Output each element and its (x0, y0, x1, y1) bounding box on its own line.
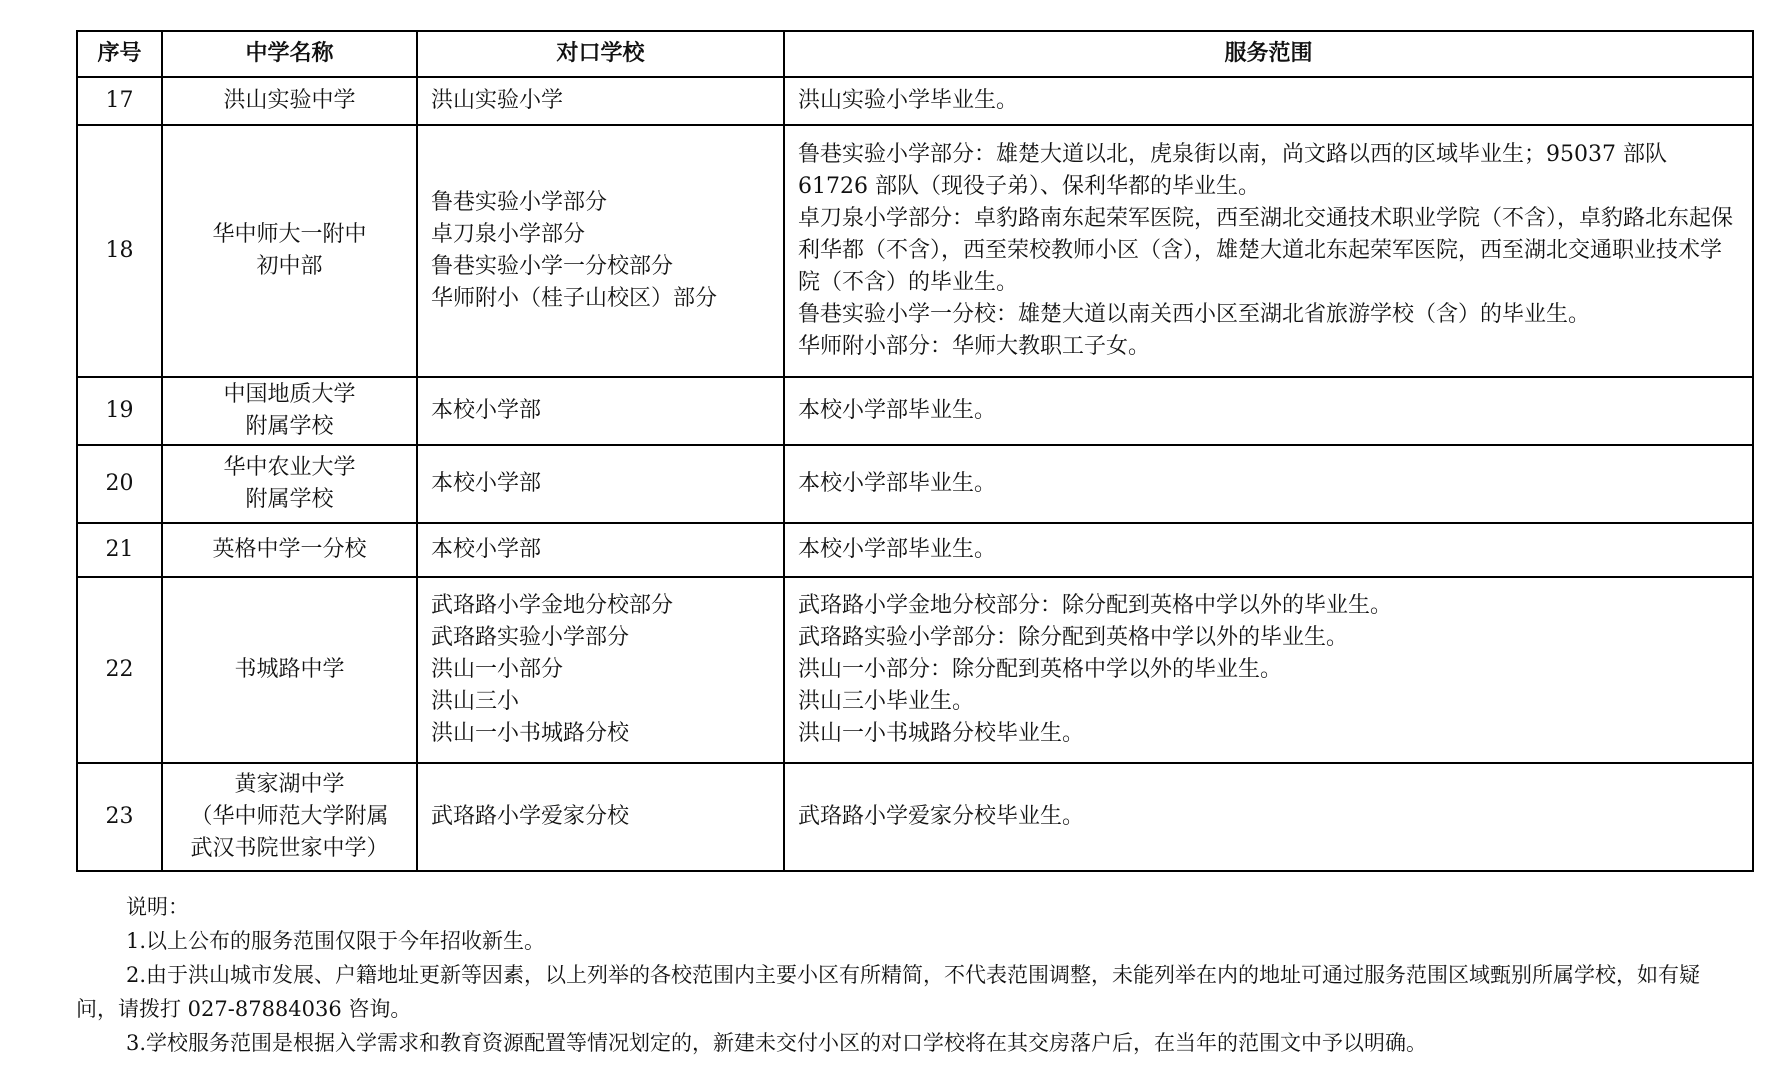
school-name-line: 附属学校 (245, 414, 334, 439)
school-name-line: 中国地质大学 (223, 382, 356, 407)
service-scope (784, 763, 1753, 871)
feeder-schools (417, 377, 784, 445)
school-name-line: 武汉书院世家中学） (190, 836, 389, 861)
row-index: 21 (77, 523, 162, 577)
scope-line: 洪山实验小学毕业生。 (798, 88, 1019, 113)
scope-line: 本校小学部毕业生。 (798, 398, 997, 423)
scope-line: 鲁巷实验小学一分校：雄楚大道以南关西小区至湖北省旅游学校（含）的毕业生。 (798, 302, 1591, 327)
note-item-3: 3.学校服务范围是根据入学需求和教育资源配置等情况划定的，新建未交付小区的对口学校将在其交房落户后，在当年的范围文中予以明确。 (126, 1031, 1428, 1055)
school-name (162, 125, 417, 377)
feeder-school-line: 武珞路小学金地分校部分 (431, 593, 674, 618)
feeder-school-line: 洪山一小书城路分校 (431, 721, 630, 746)
feeder-schools (417, 577, 784, 763)
header-service-scope: 服务范围 (784, 31, 1753, 77)
school-name-line: （华中师范大学附属 (190, 804, 389, 829)
service-scope (784, 377, 1753, 445)
school-name (162, 523, 417, 577)
service-scope (784, 577, 1753, 763)
school-name (162, 577, 417, 763)
table-row (77, 377, 1753, 445)
school-name-line: 英格中学一分校 (212, 537, 367, 562)
feeder-school-line: 华师附小（桂子山校区）部分 (431, 286, 718, 311)
scope-line: 武珞路实验小学部分：除分配到英格中学以外的毕业生。 (798, 625, 1349, 650)
school-name (162, 763, 417, 871)
row-index: 19 (77, 377, 162, 445)
school-district-table (76, 30, 1754, 872)
table-row (77, 77, 1753, 125)
feeder-schools (417, 523, 784, 577)
table-row (77, 445, 1753, 523)
scope-line: 洪山一小书城路分校毕业生。 (798, 721, 1085, 746)
feeder-school-line: 卓刀泉小学部分 (431, 222, 586, 247)
header-feeder-school: 对口学校 (417, 31, 784, 77)
scope-line: 洪山三小毕业生。 (798, 689, 975, 714)
school-name-line: 初中部 (256, 254, 323, 279)
feeder-school-line: 本校小学部 (431, 398, 542, 423)
scope-line: 鲁巷实验小学部分：雄楚大道以北，虎泉街以南，尚文路以西的区域毕业生；95037 部队 61726 部队（现役子弟）、保利华都的毕业生。 (798, 142, 1667, 199)
row-index: 23 (77, 763, 162, 871)
scope-line: 武珞路小学爱家分校毕业生。 (798, 804, 1085, 829)
school-name (162, 445, 417, 523)
scope-line: 本校小学部毕业生。 (798, 537, 997, 562)
feeder-school-line: 本校小学部 (431, 537, 542, 562)
table-row (77, 763, 1753, 871)
feeder-schools (417, 445, 784, 523)
scope-line: 洪山一小部分：除分配到英格中学以外的毕业生。 (798, 657, 1283, 682)
table-row (77, 125, 1753, 377)
notes-title: 说明： (126, 895, 189, 919)
school-name-line: 华中师大一附中 (212, 222, 367, 247)
scope-line: 武珞路小学金地分校部分：除分配到英格中学以外的毕业生。 (798, 593, 1393, 618)
scope-line: 华师附小部分：华师大教职工子女。 (798, 334, 1151, 359)
scope-line: 本校小学部毕业生。 (798, 471, 997, 496)
feeder-schools (417, 125, 784, 377)
feeder-school-line: 洪山三小 (431, 689, 520, 714)
row-index: 20 (77, 445, 162, 523)
feeder-school-line: 洪山实验小学 (431, 88, 564, 113)
feeder-school-line: 鲁巷实验小学一分校部分 (431, 254, 674, 279)
school-name-line: 洪山实验中学 (223, 88, 356, 113)
note-item-2: 2.由于洪山城市发展、户籍地址更新等因素，以上列举的各校范围内主要小区有所精简，不代表范围调整，未能列举在内的地址可通过服务范围区域甄别所属学校，如有疑问，请拨打 027-87884036 咨询。 (76, 963, 1701, 1021)
service-scope (784, 125, 1753, 377)
feeder-school-line: 武珞路小学爱家分校 (431, 804, 630, 829)
school-name (162, 77, 417, 125)
school-name-line: 黄家湖中学 (234, 772, 345, 797)
feeder-school-line: 武珞路实验小学部分 (431, 625, 630, 650)
feeder-school-line: 本校小学部 (431, 471, 542, 496)
row-index: 22 (77, 577, 162, 763)
feeder-schools (417, 77, 784, 125)
notes-section (76, 890, 1736, 1060)
row-index: 17 (77, 77, 162, 125)
table-row (77, 523, 1753, 577)
feeder-school-line: 洪山一小部分 (431, 657, 564, 682)
school-name-line: 附属学校 (245, 487, 334, 512)
table-row (77, 577, 1753, 763)
row-index: 18 (77, 125, 162, 377)
feeder-school-line: 鲁巷实验小学部分 (431, 190, 608, 215)
note-item-1: 1.以上公布的服务范围仅限于今年招收新生。 (126, 929, 546, 953)
feeder-schools (417, 763, 784, 871)
school-name-line: 华中农业大学 (223, 455, 356, 480)
header-index: 序号 (77, 31, 162, 77)
school-name (162, 377, 417, 445)
header-school-name: 中学名称 (162, 31, 417, 77)
service-scope (784, 523, 1753, 577)
service-scope (784, 77, 1753, 125)
scope-line: 卓刀泉小学部分：卓豹路南东起荣军医院，西至湖北交通技术职业学院（不含），卓豹路北东起保利华都（不含），西至荣校教师小区（含），雄楚大道北东起荣军医院，西至湖北交通职业技术学院（不含）的毕业生。 (798, 206, 1734, 295)
table-header-row (77, 31, 1753, 77)
service-scope (784, 445, 1753, 523)
school-name-line: 书城路中学 (234, 657, 345, 682)
